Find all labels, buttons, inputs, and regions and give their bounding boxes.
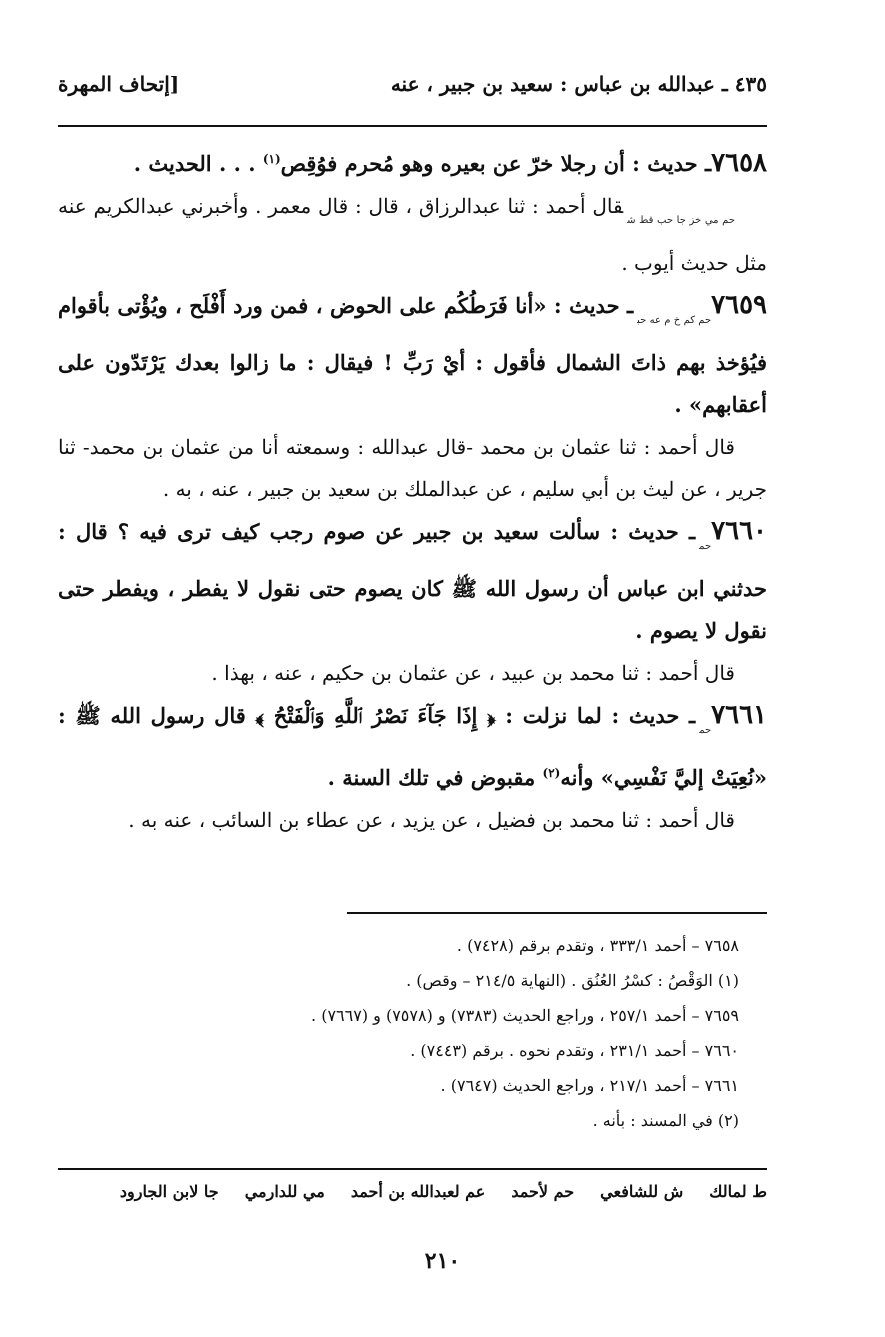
- source-symbols: حم: [699, 725, 712, 736]
- isnad-text: قال أحمد : ثنا عثمان بن محمد -قال عبدالله : وسمعته أنا من عثمان بن محمد- ثنا جرير ، عن ليث بن أبي سليم ، عن عبدالملك بن سعيد بن جبير ، عنه ، به .: [58, 435, 767, 501]
- isnad-text: قال أحمد : ثنا عبدالرزاق ، قال : قال معمر . وأخبرني عبدالكريم عنه مثل حديث أيوب .: [58, 194, 767, 275]
- footnotes: [200, 928, 767, 1138]
- main-text: [58, 138, 767, 841]
- source-symbols: حم مي خز جا حب قط ش: [627, 215, 736, 226]
- hadith-7660: [58, 510, 767, 652]
- book-title: [إتحاف المهرة: [58, 72, 180, 96]
- footnote: ٧٦٥٨ – أحمد ٣٣٣/١ ، وتقدم برقم (٧٤٢٨) .: [456, 936, 739, 955]
- isnad-7658: [58, 185, 767, 284]
- running-title: ٤٣٥ ـ عبدالله بن عباس : سعيد بن جبير ، عنه: [390, 72, 767, 96]
- hadith-text: ـ حديث : أن رجلا خرّ عن بعيره وهو مُحرم فوُقِص: [280, 151, 712, 176]
- isnad-7661: [58, 799, 767, 841]
- hadith-text: ـ حديث : سألت سعيد بن جبير عن صوم رجب كيف ترى فيه ؟ قال : حدثني ابن عباس أن رسول الله ﷺ كان يصوم حتى نقول لا يفطر ، ويفطر حتى نقول لا يصوم .: [58, 519, 767, 643]
- legend-item: ش للشافعي: [600, 1182, 684, 1201]
- hadith-number: ٧٦٥٨: [711, 148, 767, 178]
- page-number: ٢١٠: [424, 1248, 461, 1274]
- footnote: (٢) في المسند : بأنه .: [592, 1111, 739, 1130]
- isnad-text: قال أحمد : ثنا محمد بن عبيد ، عن عثمان بن حكيم ، عنه ، بهذا .: [211, 661, 735, 685]
- footnote-ref: (٢): [542, 766, 561, 780]
- source-symbols: حم: [699, 541, 712, 552]
- isnad-7660: [58, 652, 767, 694]
- footnote: ٧٦٦١ – أحمد ٢١٧/١ ، وراجع الحديث (٧٦٤٧) .: [440, 1076, 739, 1095]
- hadith-number: ٧٦٦١: [711, 700, 768, 730]
- isnad-text: قال أحمد : ثنا محمد بن فضيل ، عن يزيد ، عن عطاء بن السائب ، عنه به .: [128, 808, 735, 832]
- source-symbols: حم كم خ م عه حب: [637, 315, 712, 326]
- footnote: (١) الوَقْصُ : كسْرُ العُنُق . (النهاية ٢١٤/٥ – وقص) .: [406, 971, 739, 990]
- hadith-number: ٧٦٦٠: [711, 516, 767, 546]
- footnote: ٧٦٦٠ – أحمد ٢٣١/١ ، وتقدم نحوه . برقم (٧٤٤٣) .: [410, 1041, 739, 1060]
- legend-item: ط لمالك: [709, 1182, 767, 1201]
- hadith-text: ـ حديث : لما نزلت : ﴿: [486, 703, 696, 728]
- hadith-tail: مقبوض في تلك السنة .: [327, 765, 543, 790]
- legend-item: حم لأحمد: [511, 1182, 575, 1201]
- hadith-text: ـ حديث : «أنا فَرَطُكُم على الحوض ، فمن ورد أَفْلَح ، ويُؤْتى بأقوام فيُؤخذ بهم ذاتَ الشمال فأقول : أيْ رَبِّ ! فيقال : ما زالوا بعدك يَرْتَدّون على أعقابهم» .: [58, 293, 767, 417]
- hadith-7658: [58, 138, 767, 185]
- quran-verse: إِذَا جَآءَ نَصْرُ ٱللَّهِ وَٱلْفَتْحُ: [264, 703, 487, 728]
- legend-item: جا لابن الجارود: [119, 1182, 219, 1201]
- symbol-legend: [58, 1182, 767, 1201]
- hadith-number: ٧٦٥٩: [711, 290, 767, 320]
- hadith-7659: [58, 284, 767, 426]
- running-header: [58, 72, 767, 112]
- isnad-7659: [58, 426, 767, 510]
- legend-rule: [58, 1168, 767, 1170]
- hadith-text-cont: ﴾ قال رسول الله ﷺ : «نُعِيَتْ إليَّ نَفْسِي» وأنه: [58, 703, 767, 790]
- hadith-tail: . . . الحديث .: [133, 151, 263, 176]
- legend-item: عم لعبدالله بن أحمد: [350, 1182, 486, 1201]
- legend-item: مي للدارمي: [244, 1182, 325, 1201]
- hadith-7661: [58, 694, 767, 799]
- footnote-ref: (١): [262, 152, 281, 166]
- header-rule: [58, 125, 767, 127]
- footnote: ٧٦٥٩ – أحمد ٢٥٧/١ ، وراجع الحديث (٧٣٨٣) و (٧٥٧٨) و (٧٦٦٧) .: [311, 1006, 739, 1025]
